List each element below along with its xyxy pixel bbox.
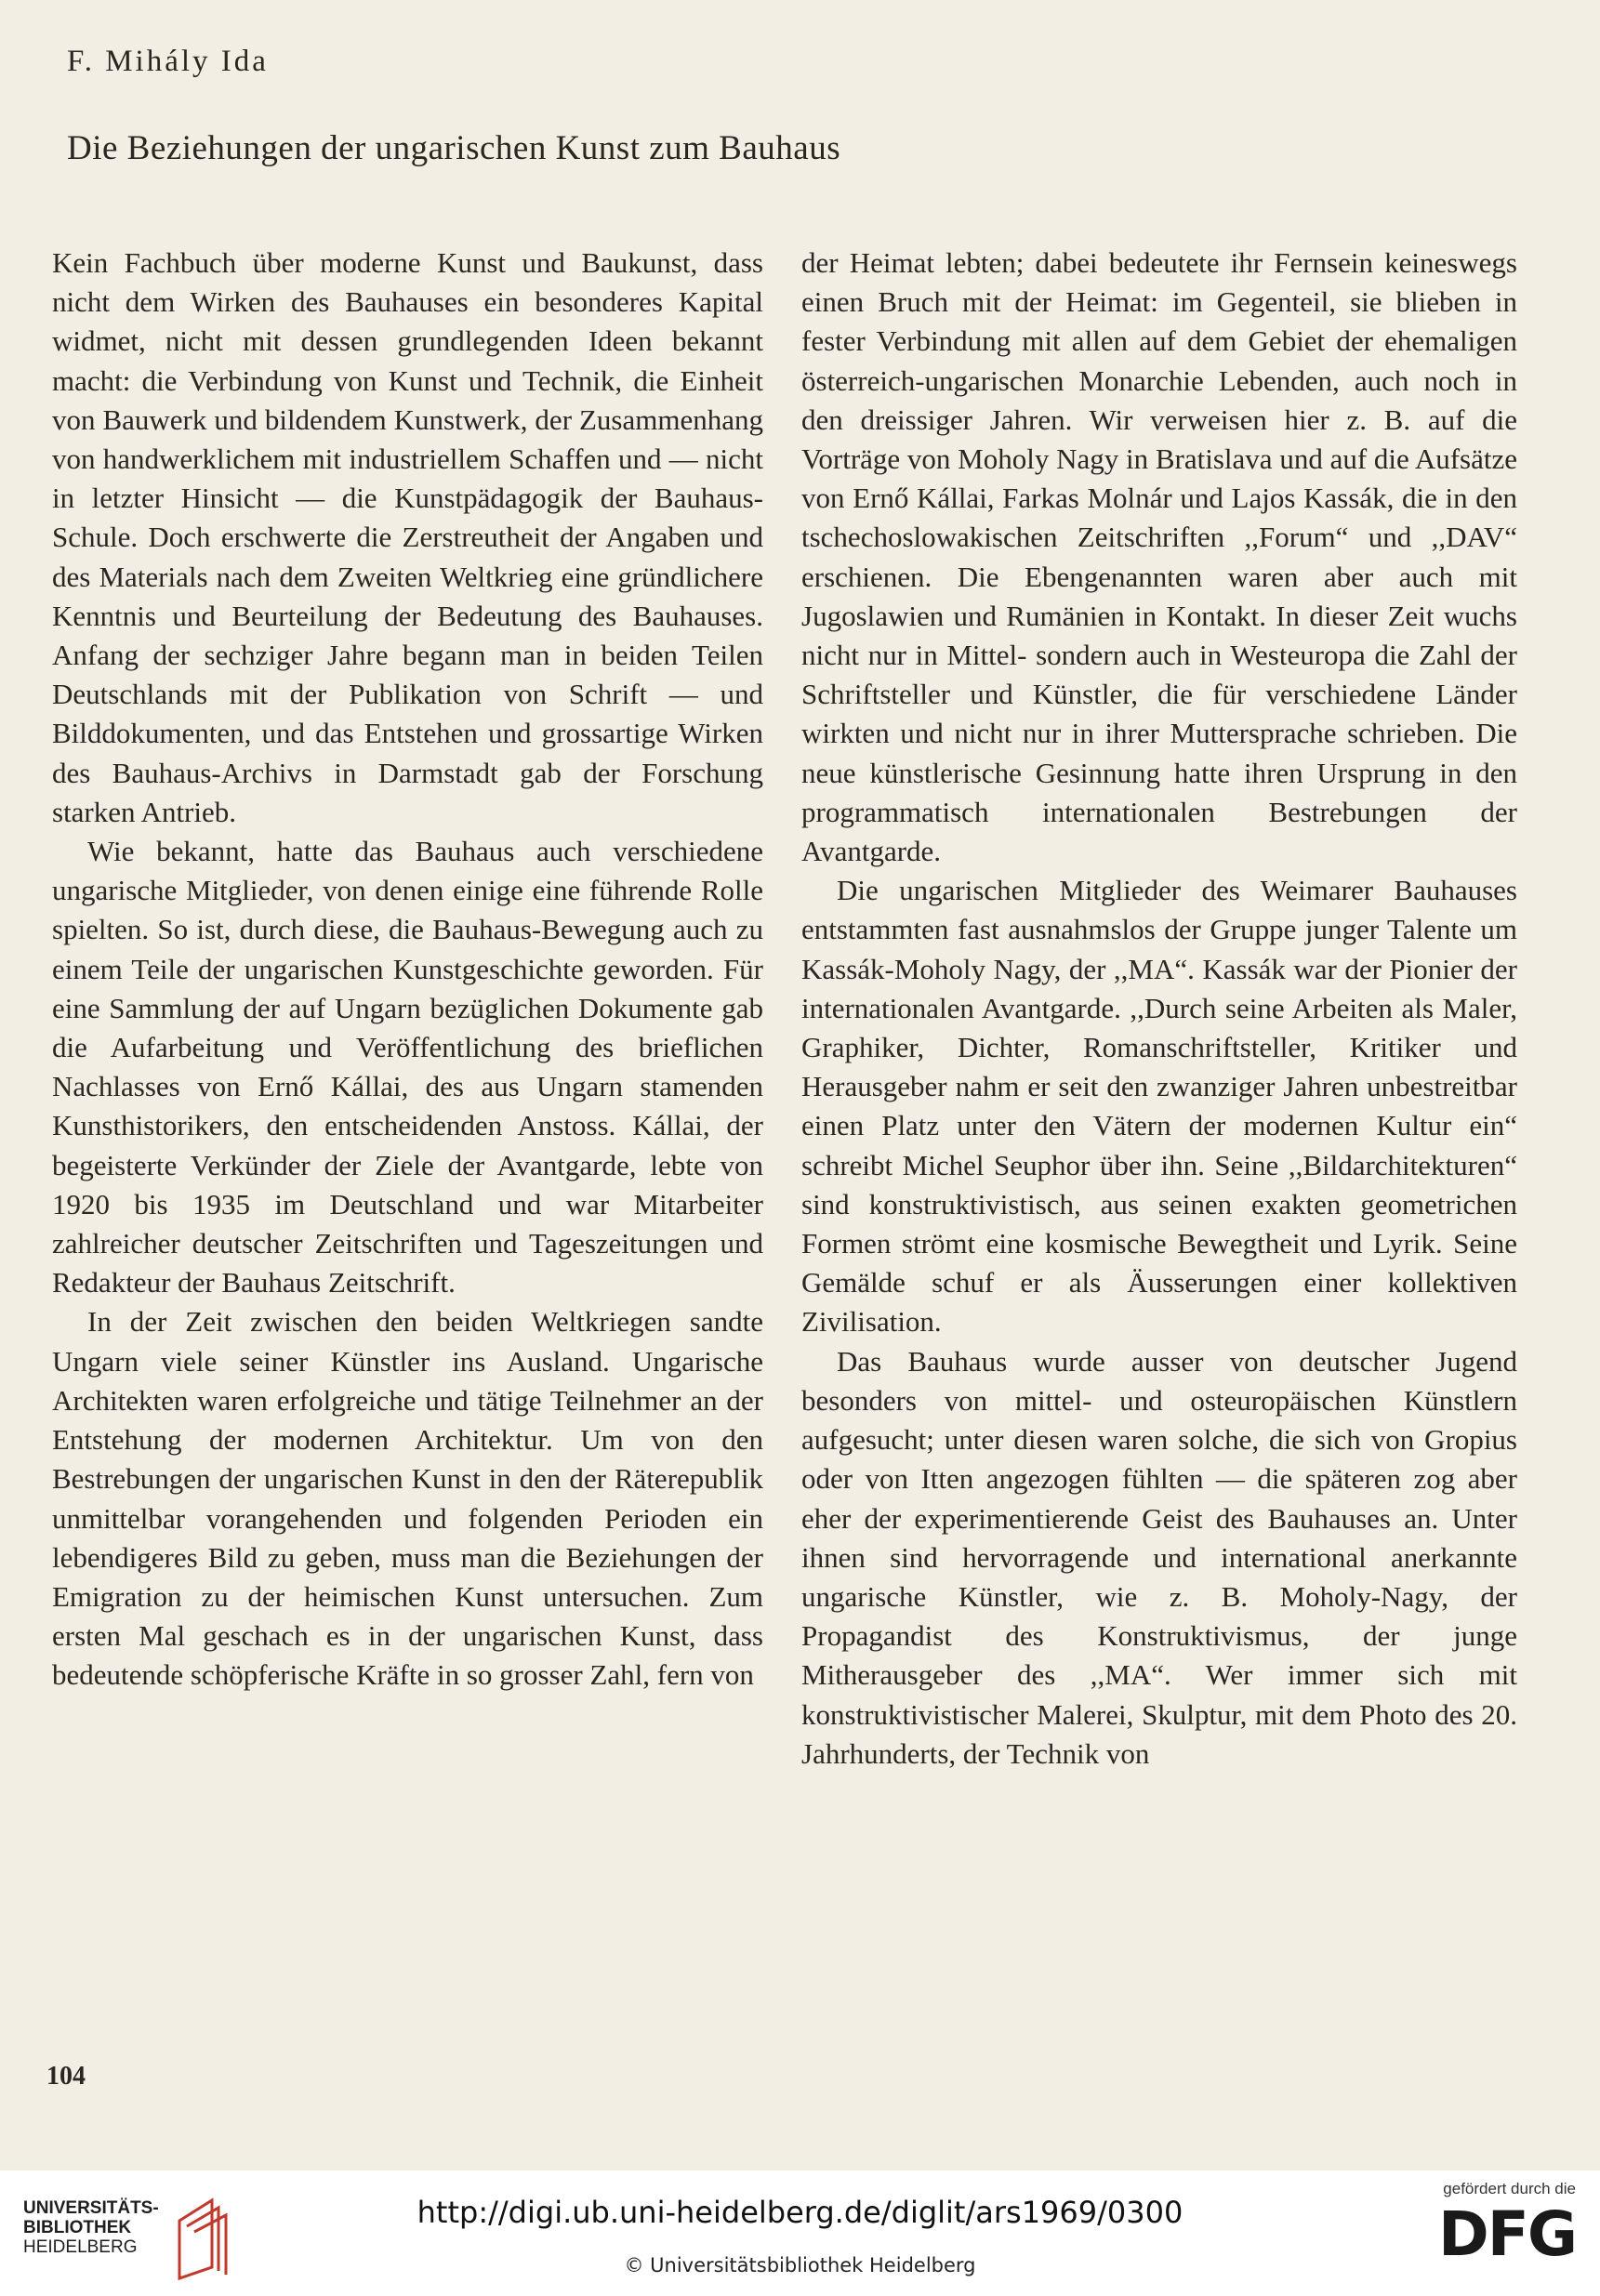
dfg-logo-text: DFG: [1437, 2198, 1576, 2270]
paragraph: Wie bekannt, hatte das Bauhaus auch verschiedene ungarische Mitglieder, von denen einige eine führende Rolle spielten. So ist, durch diese, die Bauhaus-Bewegung auch zu einem Teile der ungarischen Kunstgeschichte geworden. Für eine Sammlung der auf Ungarn bezüglichen Dokumente gab die Aufarbeitung und Veröffentlichung des brieflichen Nachlasses von Ernő Kállai, des aus Ungarn stamenden Kunsthistorikers, den entscheidenden Anstoss. Kállai, der begeisterte Verkünder der Ziele der Avantgarde, lebte von 1920 bis 1935 im Deutschland und war Mitarbeiter zahlreicher deutscher Zeitschriften und Tageszeitungen und Redakteur der Bauhaus Zeitschrift.: [52, 835, 763, 1300]
author-name: F. Mihály Ida: [67, 45, 269, 78]
paragraph: Das Bauhaus wurde ausser von deutscher Jugend besonders von mittel- und osteuropäischen Künstlern aufgesucht; unter diesen waren solche, die sich von Gropius oder von Itten angezogen fühlten — die späteren zog aber eher der experimentierende Geist des Bauhauses an. Unter ihnen sind hervorragende und international anerkannte ungarische Künstler, wie z. B. Moholy-Nagy, der Propagandist des Konstruktivismus, der junge Mitherausgeber des ,,MA“. Wer immer sich mit konstruktivistischer Malerei, Skulptur, mit dem Photo des 20. Jahrhunderts, der Technik von: [801, 1344, 1517, 1770]
paragraph: Die ungarischen Mitglieder des Weimarer Bauhauses entstammten fast ausnahmslos der Gruppe junger Talente um Kassák-Moholy Nagy, der ,,MA“. Kassák war der Pionier der internationalen Avantgarde. ,,Durch seine Arbeiten als Maler, Graphiker, Dichter, Romanschriftsteller, Kritiker und Herausgeber nahm er seit den zwanziger Jahren unbestreitbar einen Platz unter den Vätern der modernen Kultur ein“ schreibt Michel Seuphor über ihn. Seine ,,Bildarchitekturen“ sind konstruktivistisch, aus seinen exakten geometrichen Formen strömt eine kosmische Bewegtheit und Lyrik. Seine Gemälde schuf er als Äusserungen einer kollektiven Zivilisation.: [801, 874, 1517, 1339]
left-column: [52, 244, 763, 1696]
funder-label: gefördert durch die: [1443, 2180, 1576, 2197]
article-title: Die Beziehungen der ungarischen Kunst zum Bauhaus: [67, 129, 841, 167]
footer-bar: [0, 2171, 1600, 2296]
copyright-notice: © Universitätsbibliothek Heidelberg: [624, 2254, 976, 2276]
library-name-line: UNIVERSITÄTS-: [23, 2198, 159, 2218]
library-name-line: BIBLIOTHEK: [23, 2218, 132, 2237]
paragraph: Kein Fachbuch über moderne Kunst und Baukunst, dass nicht dem Wirken des Bauhauses ein besonderes Kapital widmet, nicht mit dessen grundlegenden Ideen bekannt macht: die Verbindung von Kunst und Technik, die Einheit von Bauwerk und bildendem Kunstwerk, der Zusammenhang von handwerklichem mit industriellem Schaffen und — nicht in letzter Hinsicht — die Kunstpädagogik der Bauhaus-Schule. Doch erschwerte die Zerstreutheit der Angaben und des Materials nach dem Zweiten Weltkrieg eine gründlichere Kenntnis und Beurteilung der Bedeutung des Bauhauses. Anfang der sechziger Jahre begann man in beiden Teilen Deutschlands mit der Publikation von Schrift — und Bilddokumenten, und das Entstehen und grossartige Wirken des Bauhaus-Archivs in Darmstadt gab der Forschung starken Antrieb.: [52, 246, 763, 828]
paragraph: In der Zeit zwischen den beiden Weltkriegen sandte Ungarn viele seiner Künstler ins Ausland. Ungarische Architekten waren erfolgreiche und tätige Teilnehmer an der Entstehung der modernen Architektur. Um von den Bestrebungen der ungarischen Kunst in den der Räterepublik unmittelbar vorangehenden und folgenden Perioden ein lebendigeres Bild zu geben, muss man die Beziehungen der Emigration zu der heimischen Kunst untersuchen. Zum ersten Mal geschach es in der ungarischen Kunst, dass bedeutende schöpferische Kräfte in so grosser Zahl, fern von: [52, 1305, 763, 1692]
right-column: [801, 244, 1517, 1774]
library-name-line: HEIDELBERG: [23, 2237, 138, 2257]
paragraph: der Heimat lebten; dabei bedeutete ihr Fernsein keineswegs einen Bruch mit der Heimat: im Gegenteil, sie blieben in fester Verbindung mit allen auf dem Gebiet der ehemaligen österreich-ungarischen Monarchie Lebenden, auch noch in den dreissiger Jahren. Wir verweisen hier z. B. auf die Vorträge von Moholy Nagy in Bratislava und auf die Aufsätze von Ernő Kállai, Farkas Molnár und Lajos Kassák, die in den tschechoslowakischen Zeitschriften ,,Forum“ und ,,DAV“ erschienen. Die Ebengenannten waren aber auch mit Jugoslawien und Rumänien in Kontakt. In dieser Zeit wuchs nicht nur in Mittel- sondern auch in Westeuropa die Zahl der Schriftsteller und Künstler, die für verschiedene Länder wirkten und nicht nur in ihrer Muttersprache schrieben. Die neue künstlerische Gesinnung hatte ihren Ursprung in den programmatisch internationalen Bestrebungen der Avantgarde.: [801, 246, 1517, 868]
page-number: 104: [46, 2062, 86, 2091]
funder-logo[interactable]: [1418, 2180, 1585, 2287]
permalink-link[interactable]: http://digi.ub.uni-heidelberg.de/diglit/ars1969/0300: [417, 2195, 1183, 2230]
